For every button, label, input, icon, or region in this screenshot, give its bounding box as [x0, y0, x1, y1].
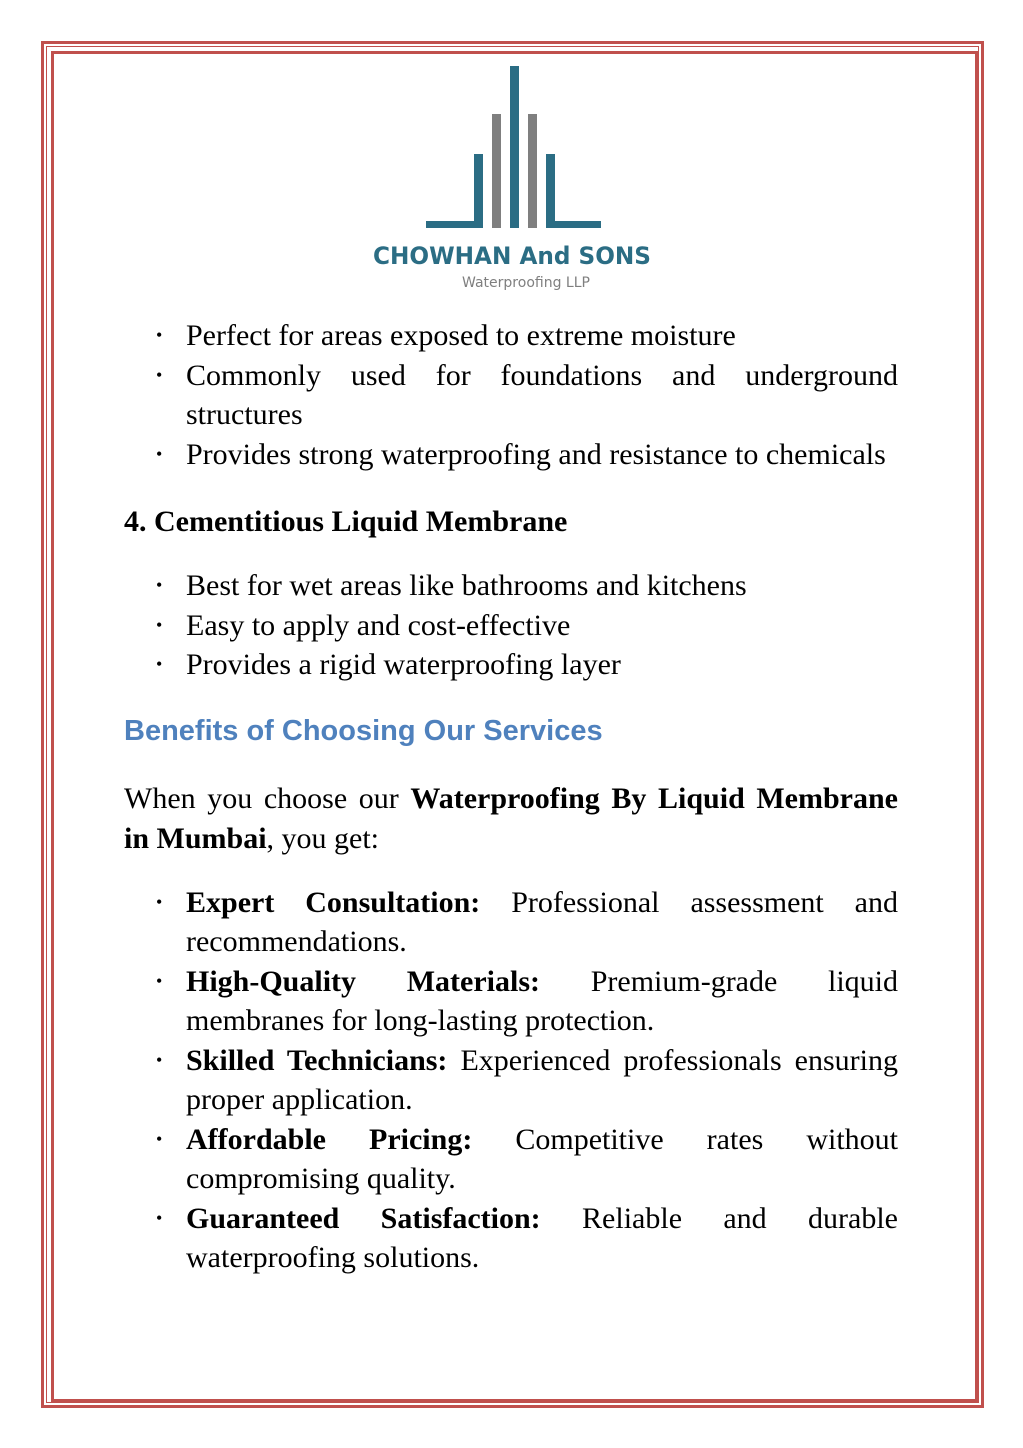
list-item: • Provides strong waterproofing and resistance to chemicals — [124, 435, 898, 475]
benefit-label: High-Quality Materials: — [186, 964, 540, 998]
logo-building-icon — [426, 66, 601, 228]
list-item: • Best for wet areas like bathrooms and kitchens — [124, 566, 898, 606]
page-content — [124, 316, 898, 1278]
benefit-item — [124, 1041, 898, 1120]
benefit-text: Professional assessment and recommendations. — [186, 885, 898, 958]
benefit-label: Skilled Technicians: — [186, 1043, 448, 1077]
benefits-intro: When you choose our Waterproofing By Liquid Membrane in Mumbai, you get: — [124, 781, 898, 855]
section-heading-cementitious: 4. Cementitious Liquid Membrane — [124, 505, 568, 538]
membrane-features-list — [124, 316, 898, 474]
bullet-icon: • — [156, 1207, 163, 1228]
bullet-icon: • — [156, 575, 163, 595]
bullet-icon: • — [156, 364, 163, 385]
bullet-icon: • — [156, 443, 163, 464]
bullet-icon: • — [156, 1049, 163, 1070]
benefit-label: Expert Consultation: — [186, 885, 481, 919]
benefit-label: Guaranteed Satisfaction: — [186, 1201, 541, 1235]
list-item: • Easy to apply and cost-effective — [124, 606, 898, 646]
benefit-item — [124, 1120, 898, 1199]
benefit-text: Competitive rates without compromising quality. — [186, 1122, 899, 1195]
bullet-icon: • — [156, 970, 163, 991]
benefit-item — [124, 962, 898, 1041]
benefits-list — [124, 883, 898, 1278]
bullet-icon: • — [156, 325, 163, 345]
list-item: • Provides a rigid waterproofing layer — [124, 645, 898, 685]
bullet-icon: • — [156, 1128, 163, 1149]
logo-brand-name: CHOWHAN And SONS — [373, 242, 651, 270]
benefit-text: Reliable and durable waterproofing solutions. — [186, 1201, 898, 1274]
benefit-label: Affordable Pricing: — [186, 1122, 473, 1156]
list-item: • Perfect for areas exposed to extreme moisture — [124, 316, 898, 356]
list-item: • Commonly used for foundations and underground structures — [124, 356, 898, 435]
benefit-item — [124, 883, 898, 962]
benefit-text: Experienced professionals ensuring proper application. — [186, 1043, 898, 1116]
logo-tagline: Waterproofing LLP — [462, 275, 590, 291]
cementitious-features-list — [124, 566, 898, 685]
benefit-item — [124, 1199, 898, 1278]
company-logo — [360, 60, 665, 295]
bullet-icon: • — [156, 891, 163, 912]
bullet-icon: • — [156, 654, 163, 674]
benefit-text: Premium-grade liquid membranes for long-lasting protection. — [186, 964, 899, 1037]
benefits-heading: Benefits of Choosing Our Services — [124, 714, 603, 747]
service-name: Waterproofing By Liquid Membrane in Mumbai — [124, 781, 898, 855]
bullet-icon: • — [156, 614, 163, 635]
